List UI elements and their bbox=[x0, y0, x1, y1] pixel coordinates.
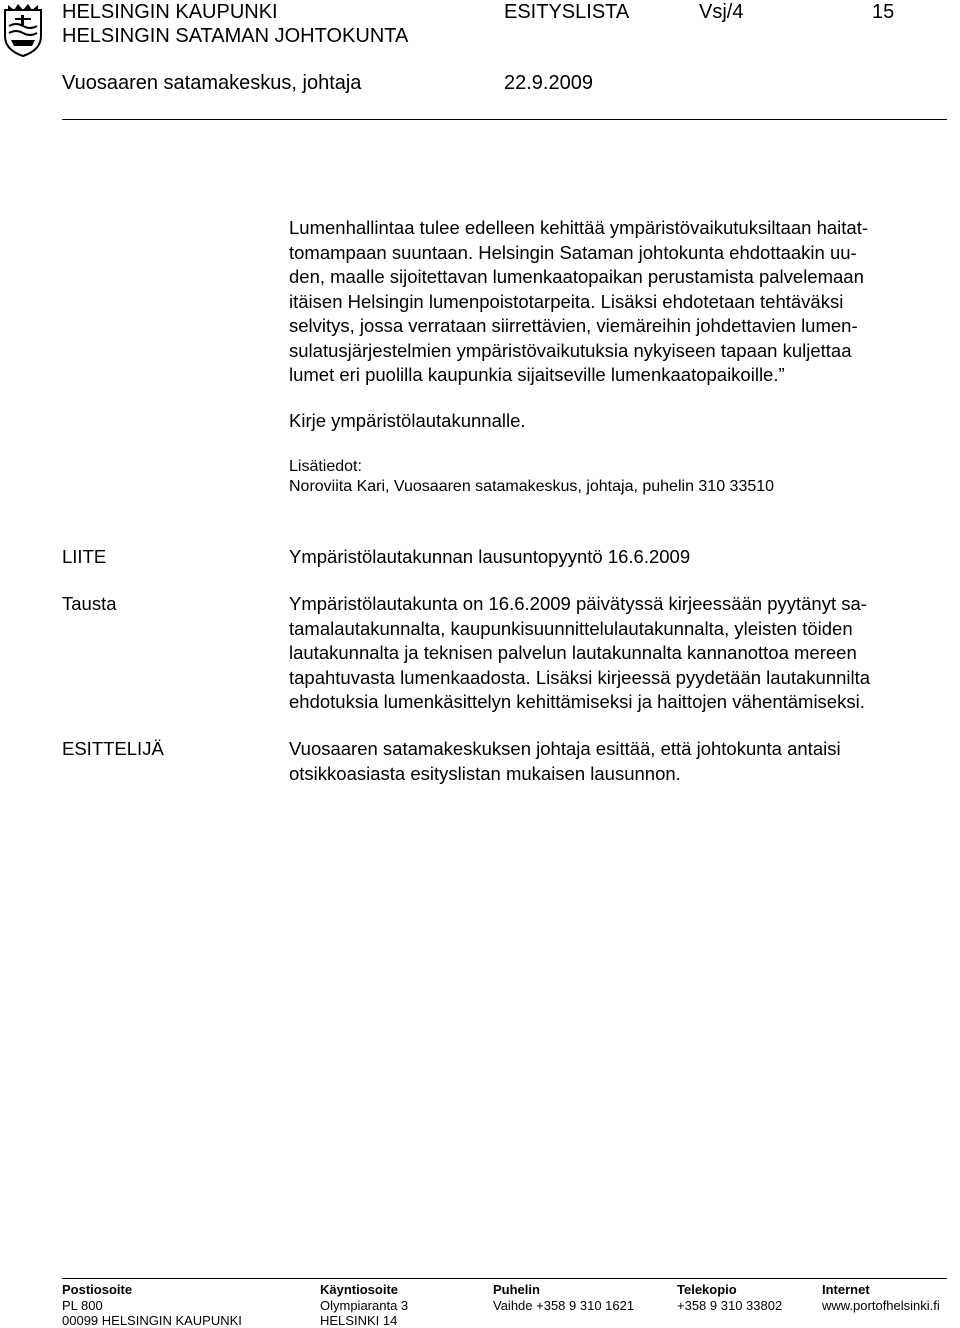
paragraph-line: lumet eri puolilla kaupunkia sijaitseville lumenkaatopaikoille.” bbox=[289, 364, 785, 385]
footer-fax-value: +358 9 310 33802 bbox=[677, 1298, 783, 1313]
paragraph-line: tomampaan suuntaan. Helsingin Sataman johtokunta ehdottaakin uu- bbox=[289, 241, 857, 263]
document-date: 22.9.2009 bbox=[504, 72, 593, 94]
paragraph-line: Ympäristölautakunta on 16.6.2009 päivätyssä kirjeessään pyytänyt sa- bbox=[289, 593, 867, 614]
paragraph-line: den, maalle sijoitettavan lumenkaatopaikan perustamista palvelemaan bbox=[289, 266, 864, 287]
footer-visit-line2: HELSINKI 14 bbox=[320, 1313, 398, 1328]
letter-note: Kirje ympäristölautakunnalle. bbox=[289, 410, 526, 431]
paragraph-line: sulatusjärjestelmien ympäristövaikutuksia nykyiseen tapaan kuljettaa bbox=[289, 339, 852, 361]
board-name: HELSINGIN SATAMAN JOHTOKUNTA bbox=[62, 25, 409, 47]
paragraph-line: Vuosaaren satamakeskuksen johtaja esittää, että johtokunta antaisi bbox=[289, 738, 841, 759]
paragraph-line: tamalautakunnalta, kaupunkisuunnittelulautakunnalta, yleisten töiden bbox=[289, 617, 853, 639]
paragraph-line: selvitys, jossa verrataan siirrettävien, viemäreihin johdettavien lumen- bbox=[289, 315, 858, 336]
footer-postal-heading: Postiosoite bbox=[62, 1282, 133, 1297]
header-divider bbox=[62, 119, 947, 120]
footer-divider bbox=[62, 1278, 947, 1279]
section-code: Vsj/4 bbox=[699, 1, 744, 23]
page-number: 15 bbox=[872, 1, 895, 23]
info-contact: Noroviita Kari, Vuosaaren satamakeskus, johtaja, puhelin 310 33510 bbox=[289, 478, 775, 495]
presenter-label: ESITTELIJÄ bbox=[62, 738, 164, 759]
footer-internet-link[interactable]: www.portofhelsinki.fi bbox=[822, 1298, 940, 1313]
paragraph-line: tapahtuvasta lumenkaadosta. Lisäksi kirjeessä pyydetään lautakunnilta bbox=[289, 666, 871, 688]
paragraph-line: itäisen Helsingin lumenpoistotarpeita. Lisäksi ehdotetaan tehtäväksi bbox=[289, 290, 844, 312]
footer-visit-line1: Olympiaranta 3 bbox=[320, 1298, 409, 1313]
footer-visit-heading: Käyntiosoite bbox=[320, 1282, 399, 1297]
paragraph-line: ehdotuksia lumenkäsittelyn kehittämiseksi ja haittojen vähentämiseksi. bbox=[289, 691, 865, 712]
organization-name: HELSINGIN KAUPUNKI bbox=[62, 1, 278, 23]
city-coat-of-arms-logo bbox=[2, 2, 44, 58]
footer-internet-heading: Internet bbox=[822, 1282, 870, 1297]
paragraph-line: lautakunnalta ja teknisen palvelun lautakunnalta kannanottoa mereen bbox=[289, 642, 857, 663]
footer-fax-heading: Telekopio bbox=[677, 1282, 737, 1297]
main-paragraph bbox=[289, 216, 949, 388]
paragraph-line: Lumenhallintaa tulee edelleen kehittää ympäristövaikutuksiltaan haitat- bbox=[289, 217, 868, 238]
attachment-text: Ympäristölautakunnan lausuntopyyntö 16.6.2009 bbox=[289, 546, 691, 567]
document-type: ESITYSLISTA bbox=[504, 1, 630, 23]
info-label: Lisätiedot: bbox=[289, 458, 362, 475]
footer-phone-value: Vaihde +358 9 310 1621 bbox=[493, 1298, 635, 1313]
background-label: Tausta bbox=[62, 593, 117, 614]
presenter-line: Vuosaaren satamakeskus, johtaja bbox=[62, 72, 362, 94]
footer-postal-line1: PL 800 bbox=[62, 1298, 103, 1313]
footer-postal-line2: 00099 HELSINGIN KAUPUNKI bbox=[62, 1313, 242, 1328]
attachment-label: LIITE bbox=[62, 546, 107, 567]
background-paragraph bbox=[289, 592, 949, 715]
footer-phone-heading: Puhelin bbox=[493, 1282, 540, 1297]
proposal-paragraph bbox=[289, 737, 949, 786]
paragraph-line: otsikkoasiasta esityslistan mukaisen lausunnon. bbox=[289, 762, 681, 784]
